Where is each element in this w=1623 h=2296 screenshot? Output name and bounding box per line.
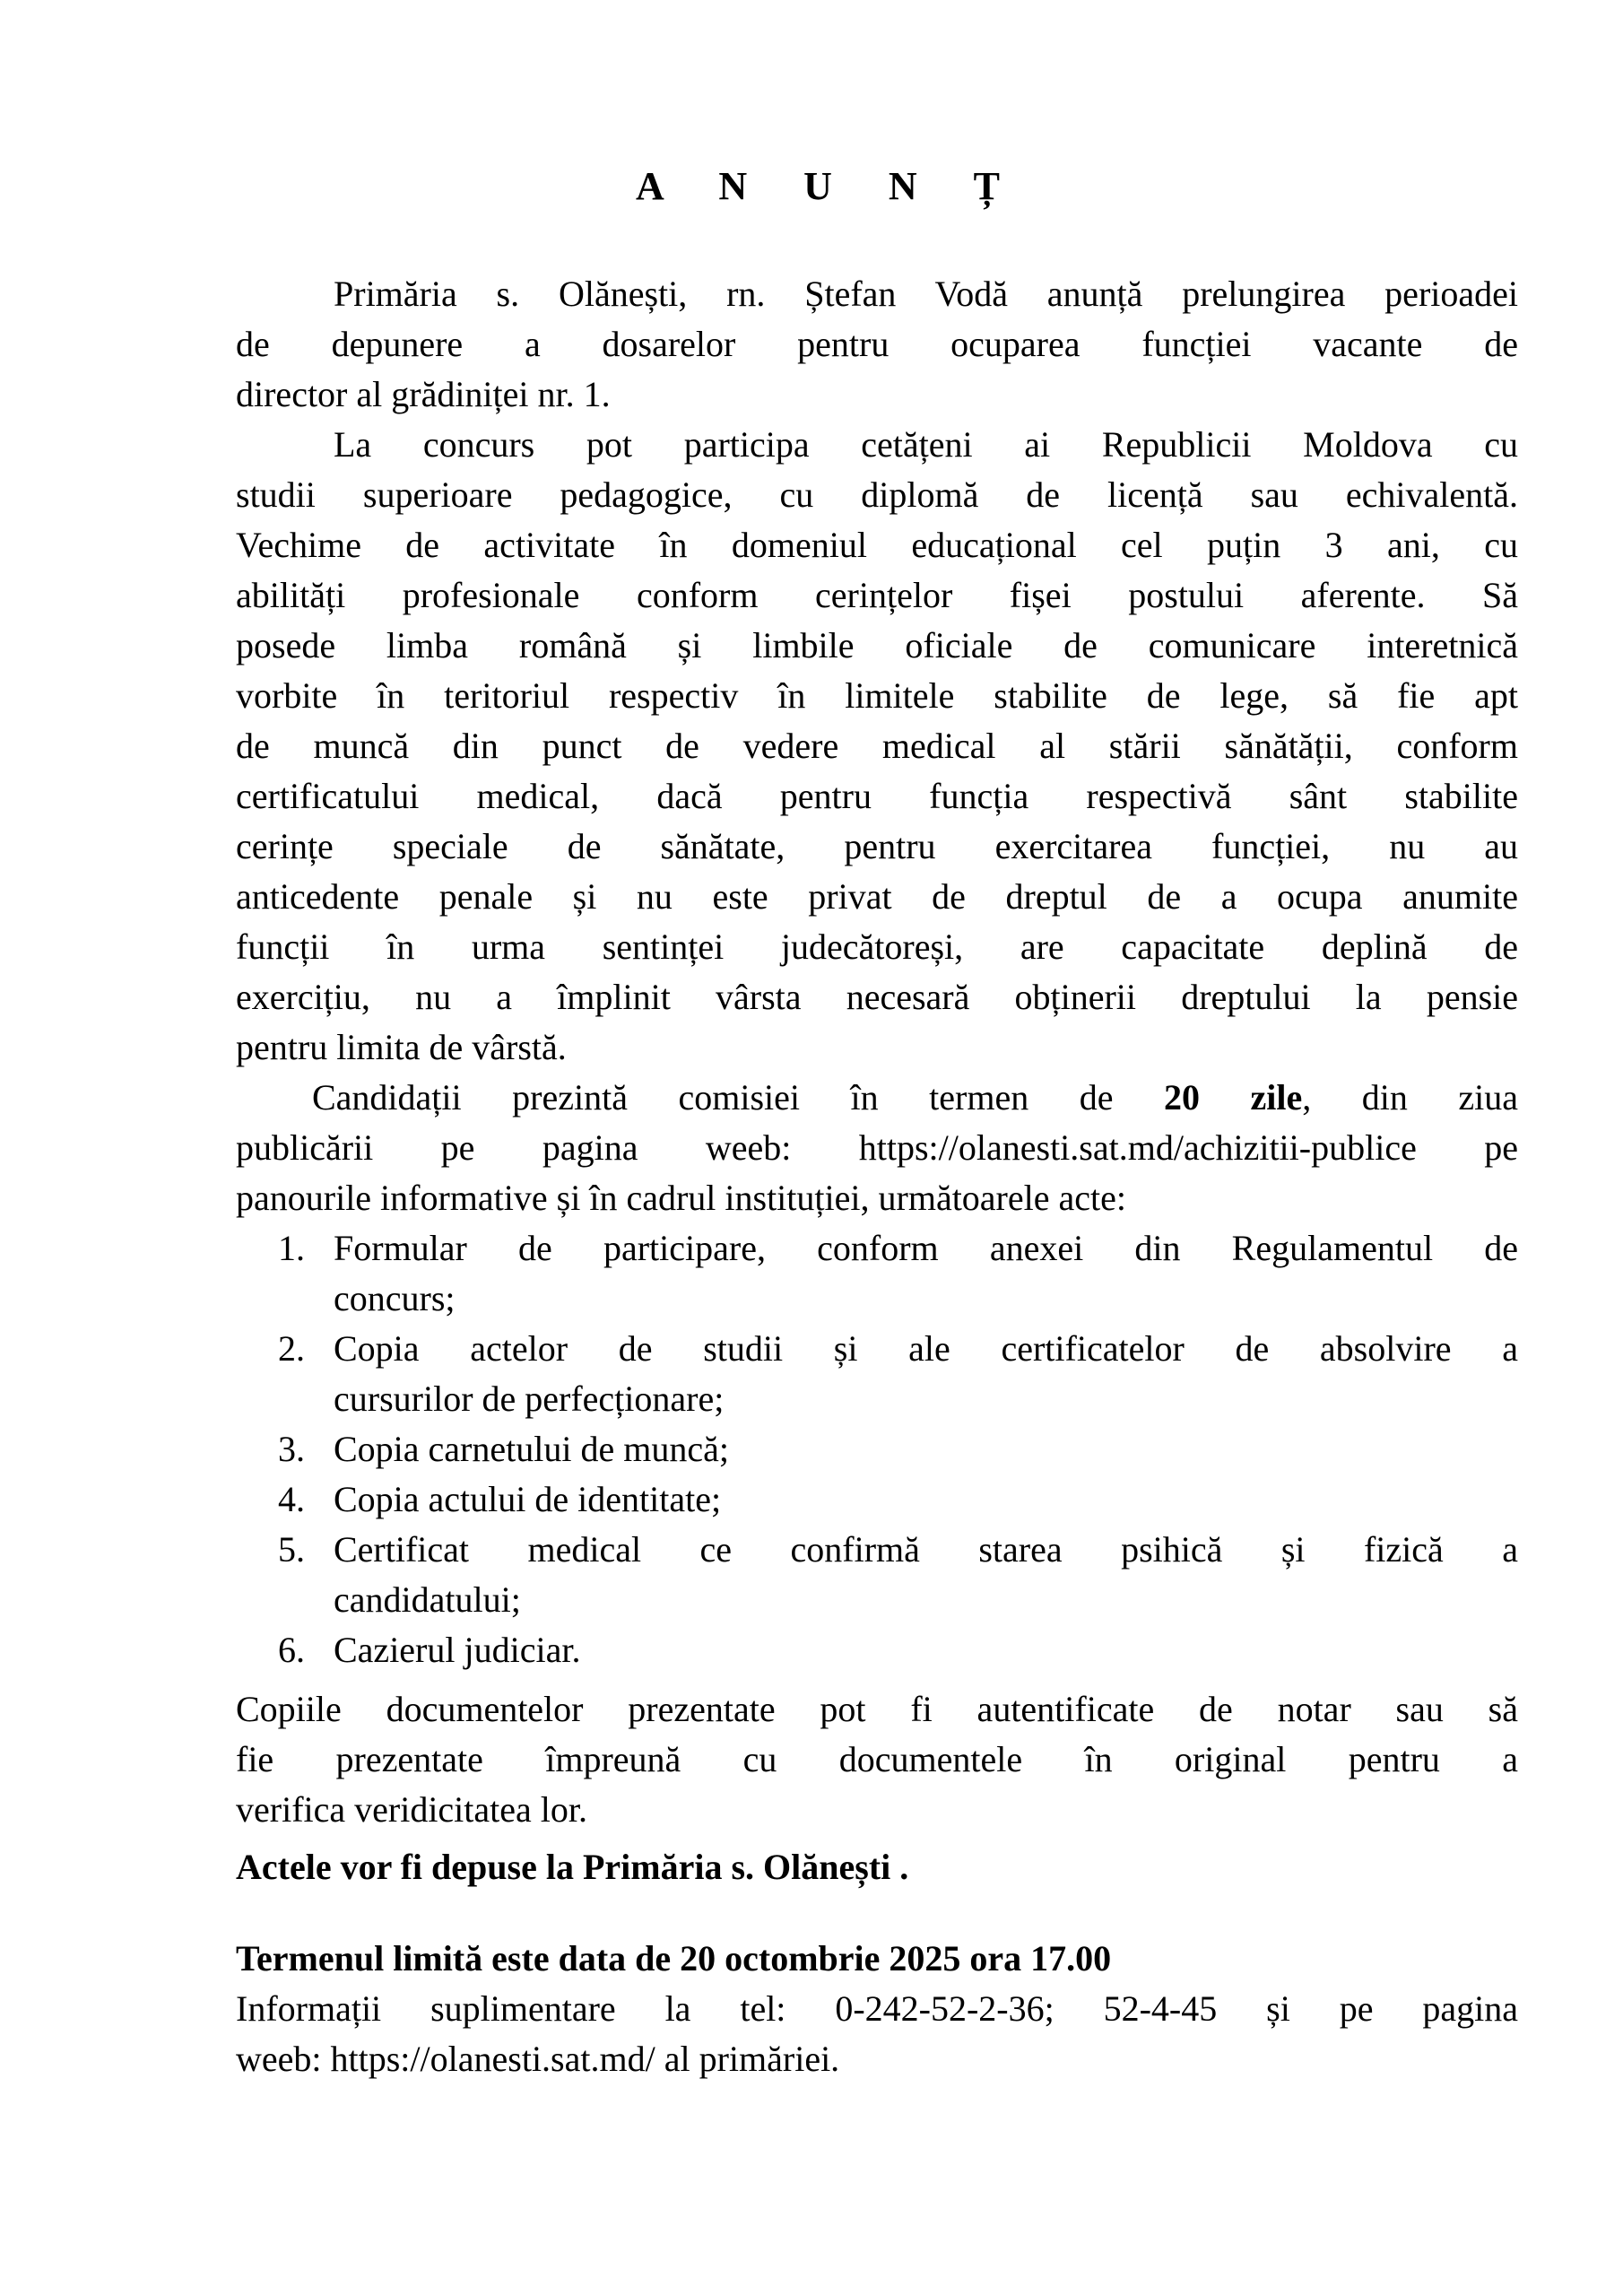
submission-note: Actele vor fi depuse la Primăria s. Olănești . (236, 1847, 909, 1887)
paragraph-2-line-10: anticedente penale și nu este privat de dreptul de a ocupa anumite (236, 876, 1518, 917)
paragraph-3-text-before: Candidații prezintă comisiei în termen de (312, 1077, 1114, 1118)
list-item-2-line-1: Copia actelor de studii și ale certificatelor de absolvire a (334, 1328, 1518, 1369)
list-item-2-line-2: cursurilor de perfecționare; (334, 1378, 725, 1419)
paragraph-1-line-2: de depunere a dosarelor pentru ocuparea funcției vacante de (236, 324, 1518, 364)
contact-line-1: Informații suplimentare la tel: 0-242-52-2-36; 52-4-45 și pe pagina (236, 1988, 1518, 2029)
paragraph-2-line-2: studii superioare pedagogice, cu diplomă de licență sau echivalentă. (236, 474, 1518, 515)
list-item-6-line-1: Cazierul judiciar. (334, 1630, 581, 1670)
paragraph-2-line-9: cerințe speciale de sănătate, pentru exercitarea funcției, nu au (236, 826, 1518, 866)
list-item-1-line-1: Formular de participare, conform anexei din Regulamentul de (334, 1228, 1518, 1268)
paragraph-2-line-3: Vechime de activitate în domeniul educațional cel puțin 3 ani, cu (236, 525, 1518, 565)
paragraph-1-line-3: director al grădiniței nr. 1. (236, 374, 611, 414)
paragraph-2-line-11: funcții în urma sentinței judecătoreși, are capacitate deplină de (236, 926, 1518, 967)
list-item-number: 4. (278, 1479, 305, 1519)
paragraph-2-line-4: abilități profesionale conform cerințelor fișei postului aferente. Să (236, 575, 1518, 615)
paragraph-4-line-3: verifica veridicitatea lor. (236, 1789, 588, 1830)
contact-line-2: weeb: https://olanesti.sat.md/ al primăriei. (236, 2039, 840, 2079)
paragraph-2-line-5: posede limba română și limbile oficiale de comunicare interetnică (236, 625, 1518, 665)
list-item-1-line-2: concurs; (334, 1278, 456, 1318)
list-item-4-line-1: Copia actului de identitate; (334, 1479, 722, 1519)
paragraph-2-line-7: de muncă din punct de vedere medical al stării sănătății, conform (236, 726, 1518, 766)
list-item-number: 5. (278, 1529, 305, 1570)
paragraph-4-line-2: fie prezentate împreună cu documentele în original pentru a (236, 1739, 1518, 1779)
paragraph-2-line-13: pentru limita de vârstă. (236, 1027, 567, 1067)
paragraph-1-line-1: Primăria s. Olănești, rn. Ștefan Vodă anunță prelungirea perioadei (334, 274, 1518, 314)
paragraph-2-line-1: La concurs pot participa cetățeni ai Republicii Moldova cu (334, 424, 1518, 465)
paragraph-2-line-12: exercițiu, nu a împlinit vârsta necesară obținerii dreptului la pensie (236, 977, 1518, 1017)
list-item-number: 3. (278, 1429, 305, 1469)
list-item-3-line-1: Copia carnetului de muncă; (334, 1429, 729, 1469)
document-title: A N U N Ț (635, 164, 1024, 208)
paragraph-3-line-3: panourile informative și în cadrul instituției, următoarele acte: (236, 1178, 1126, 1218)
paragraph-2-line-8: certificatului medical, dacă pentru funcția respectivă sânt stabilite (236, 776, 1518, 816)
paragraph-3-line-2: publicării pe pagina weeb: https://olanesti.sat.md/achizitii-publice pe (236, 1127, 1518, 1168)
paragraph-3-text-after: , din ziua (1302, 1077, 1518, 1118)
paragraph-3-line-1 (312, 1073, 1518, 1123)
list-item-number: 6. (278, 1630, 305, 1670)
list-item-number: 2. (278, 1328, 305, 1369)
list-item-number: 1. (278, 1228, 305, 1268)
deadline-statement: Termenul limită este data de 20 octombrie 2025 ora 17.00 (236, 1938, 1112, 1979)
paragraph-2-line-6: vorbite în teritoriul respectiv în limitele stabilite de lege, să fie apt (236, 675, 1518, 716)
list-item-5-line-2: candidatului; (334, 1579, 521, 1620)
paragraph-4-line-1: Copiile documentelor prezentate pot fi autentificate de notar sau să (236, 1689, 1518, 1729)
deadline-days: 20 zile (1163, 1077, 1303, 1118)
list-item-5-line-1: Certificat medical ce confirmă starea psihică și fizică a (334, 1529, 1518, 1570)
